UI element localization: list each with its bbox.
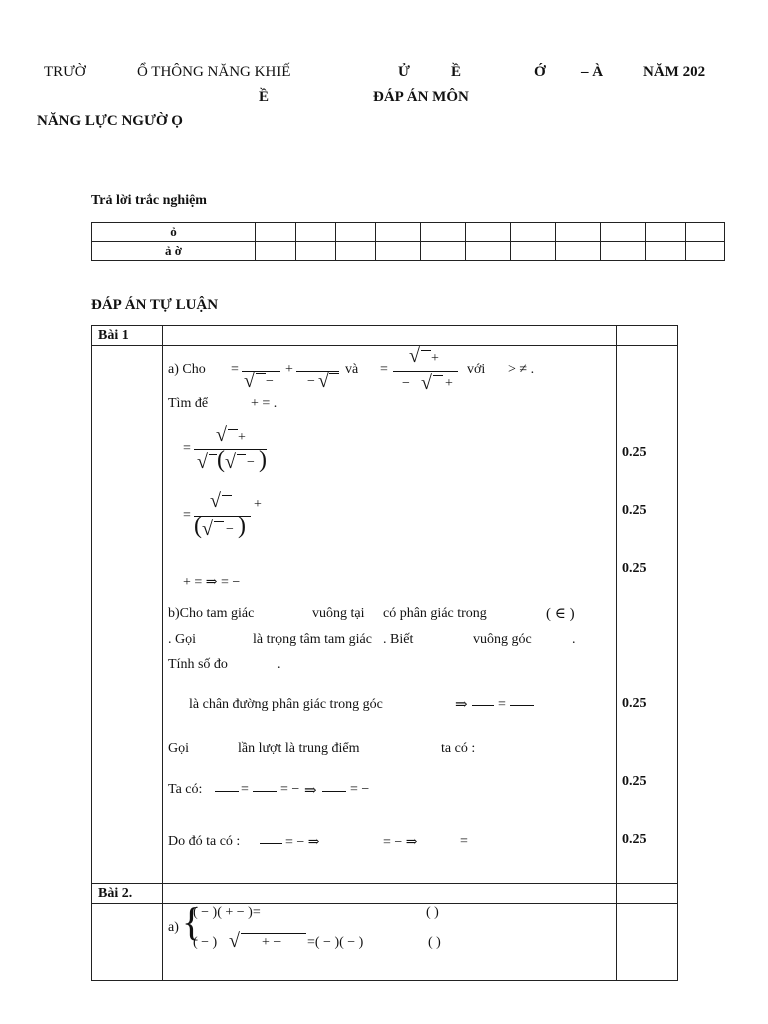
eq-sign: = — [241, 782, 249, 797]
paren-close: ) — [238, 513, 246, 539]
fraction-bar — [510, 705, 534, 706]
system-equation-2b: + − — [262, 935, 282, 950]
sqrt-bar — [433, 375, 443, 376]
mc-cell — [421, 242, 466, 261]
minus-sign: − — [247, 455, 255, 470]
sqrt-symbol: √ — [421, 372, 432, 394]
sqrt-symbol: √ — [225, 451, 236, 473]
sqrt-symbol: √ — [202, 518, 213, 540]
minus-sign: − — [307, 374, 315, 389]
equation-tag: ( ) — [428, 935, 441, 950]
mc-section-title: Trả lời trắc nghiệm — [91, 193, 207, 208]
mc-cell — [256, 242, 296, 261]
sqrt-bar — [214, 521, 224, 522]
sqrt-symbol: √ — [318, 370, 329, 392]
exam-year: NĂM 202 — [643, 64, 706, 80]
paren-open: ( — [194, 513, 202, 539]
and-word: và — [345, 362, 359, 377]
mc-row-question-label: ỏ — [92, 223, 256, 242]
subject-name: NĂNG LỰC NGƯỜ Ọ — [37, 113, 183, 129]
plus-sign: + — [445, 376, 453, 391]
step-text: là chân đường phân giác trong góc — [189, 697, 383, 712]
school-name-prefix: TRƯỜ — [44, 64, 86, 80]
system-equation-2a: ( − ) — [193, 935, 218, 950]
school-name: Ổ THÔNG NĂNG KHIẾ — [137, 64, 291, 80]
mc-cell — [296, 223, 336, 242]
sqrt-bar — [209, 454, 217, 455]
step-eq: = − ⇒ — [383, 835, 418, 850]
plus-sign: + — [285, 362, 293, 377]
solution-table — [91, 325, 678, 981]
minus-sign: − — [226, 522, 234, 537]
column-divider — [162, 326, 163, 980]
eq-sign: = — [380, 362, 388, 377]
fraction-bar — [322, 791, 346, 792]
score: 0.25 — [622, 696, 647, 711]
header-char-3: Ớ — [534, 64, 546, 80]
part-b-text: là trọng tâm tam giác — [253, 632, 372, 647]
header-char-4: – À — [581, 64, 604, 80]
system-equation-1: ( − )( + − )= — [193, 905, 261, 920]
part-b-membership: ( ∈ ) — [546, 606, 575, 622]
fraction-bar — [472, 705, 494, 706]
implies-sign: ⇒ — [455, 697, 468, 713]
eq-sign: = — [183, 508, 191, 523]
mc-row-answer-label: ả ờ — [92, 242, 256, 261]
step-text: lần lượt là trung điểm — [238, 741, 360, 756]
part-b-text: vuông tại — [312, 606, 365, 621]
sqrt-symbol: √ — [229, 930, 240, 952]
condition: > ≠ . — [508, 362, 535, 377]
answer-key-title: ĐÁP ÁN MÔN — [373, 89, 469, 105]
part-b-text: có phân giác trong — [383, 606, 487, 621]
fraction-bar — [253, 791, 277, 792]
plus-sign: + — [254, 497, 262, 512]
eq-sign: = — [231, 362, 239, 377]
score: 0.25 — [622, 445, 647, 460]
fraction-bar — [260, 843, 282, 844]
with-word: với — [467, 362, 486, 377]
part-b-text: . Biết — [383, 632, 414, 647]
part-b-text: . Gọi — [168, 632, 196, 647]
eq-sign: = — [498, 697, 506, 712]
find-text: Tìm để — [168, 396, 209, 411]
part-b-text: . — [277, 657, 281, 672]
mc-cell — [466, 223, 511, 242]
fraction-bar — [194, 449, 267, 450]
mc-cell — [556, 242, 601, 261]
sqrt-symbol: √ — [210, 490, 221, 512]
step-eq: = − ⇒ — [285, 835, 320, 850]
mc-cell — [601, 242, 646, 261]
sqrt-bar — [237, 454, 246, 455]
final-equation: + = ⇒ = − — [183, 575, 241, 590]
mc-cell — [376, 223, 421, 242]
sqrt-bar — [329, 373, 339, 374]
score: 0.25 — [622, 832, 647, 847]
step-eq: = — [460, 834, 468, 849]
mc-cell — [511, 223, 556, 242]
header-char-2: Ề — [451, 64, 462, 80]
mc-cell — [646, 223, 686, 242]
paren-open: ( — [217, 447, 225, 473]
mc-cell — [336, 242, 376, 261]
fraction-bar — [215, 791, 239, 792]
row-divider — [92, 345, 677, 346]
essay-section-title: ĐÁP ÁN TỰ LUẬN — [91, 297, 219, 313]
sqrt-symbol: √ — [409, 345, 420, 367]
mc-cell — [376, 242, 421, 261]
header-char-1: Ử — [398, 64, 410, 80]
mc-cell — [421, 223, 466, 242]
minus-sign: − — [402, 376, 410, 391]
sqrt-bar — [222, 495, 232, 496]
column-divider — [616, 326, 617, 980]
mc-cell — [296, 242, 336, 261]
part-b-intro: b)Cho tam giác — [168, 606, 255, 621]
score: 0.25 — [622, 774, 647, 789]
step-eq: = − — [280, 782, 300, 797]
step-text: Gọi — [168, 741, 189, 756]
mc-cell — [601, 223, 646, 242]
sqrt-bar — [241, 933, 306, 934]
plus-sign: + — [431, 351, 439, 366]
sqrt-symbol: √ — [244, 370, 255, 392]
eq-sign: = — [183, 441, 191, 456]
score: 0.25 — [622, 561, 647, 576]
minus-sign: − — [266, 374, 274, 389]
paren-close: ) — [259, 447, 267, 473]
step-text: ta có : — [441, 741, 476, 756]
problem-1-label: Bài 1 — [98, 328, 129, 343]
mc-cell — [511, 242, 556, 261]
part-a-label: a) — [168, 920, 179, 935]
row-divider — [92, 903, 677, 904]
plus-sign: + — [238, 430, 246, 445]
sqrt-bar — [256, 373, 266, 374]
part-b-question: Tính số đo — [168, 657, 228, 672]
implies-sign: ⇒ — [304, 783, 317, 799]
step-text: Ta có: — [168, 782, 203, 797]
sqrt-symbol: √ — [216, 424, 227, 446]
mc-cell — [256, 223, 296, 242]
score: 0.25 — [622, 503, 647, 518]
mc-cell — [466, 242, 511, 261]
mc-cell — [556, 223, 601, 242]
equation-tag: ( ) — [426, 905, 439, 920]
sqrt-symbol: √ — [197, 451, 208, 473]
sqrt-bar — [421, 350, 431, 351]
problem-2-label: Bài 2. — [98, 886, 133, 901]
step-text: Do đó ta có : — [168, 834, 241, 849]
mc-cell — [646, 242, 686, 261]
mc-cell — [336, 223, 376, 242]
step-eq: = − — [350, 782, 370, 797]
sqrt-bar — [228, 429, 238, 430]
system-equation-2c: =( − )( − ) — [307, 935, 364, 950]
mc-cell — [686, 223, 725, 242]
part-b-text: vuông góc — [473, 632, 532, 647]
row-divider — [92, 883, 677, 884]
mc-cell — [686, 242, 725, 261]
system-brace: { — [182, 899, 202, 944]
part-b-text: . — [572, 632, 576, 647]
mc-answer-grid — [91, 222, 725, 261]
header-line2-char: Ề — [259, 89, 270, 105]
find-condition: + = . — [251, 396, 278, 411]
part-a-intro: a) Cho — [168, 362, 206, 377]
